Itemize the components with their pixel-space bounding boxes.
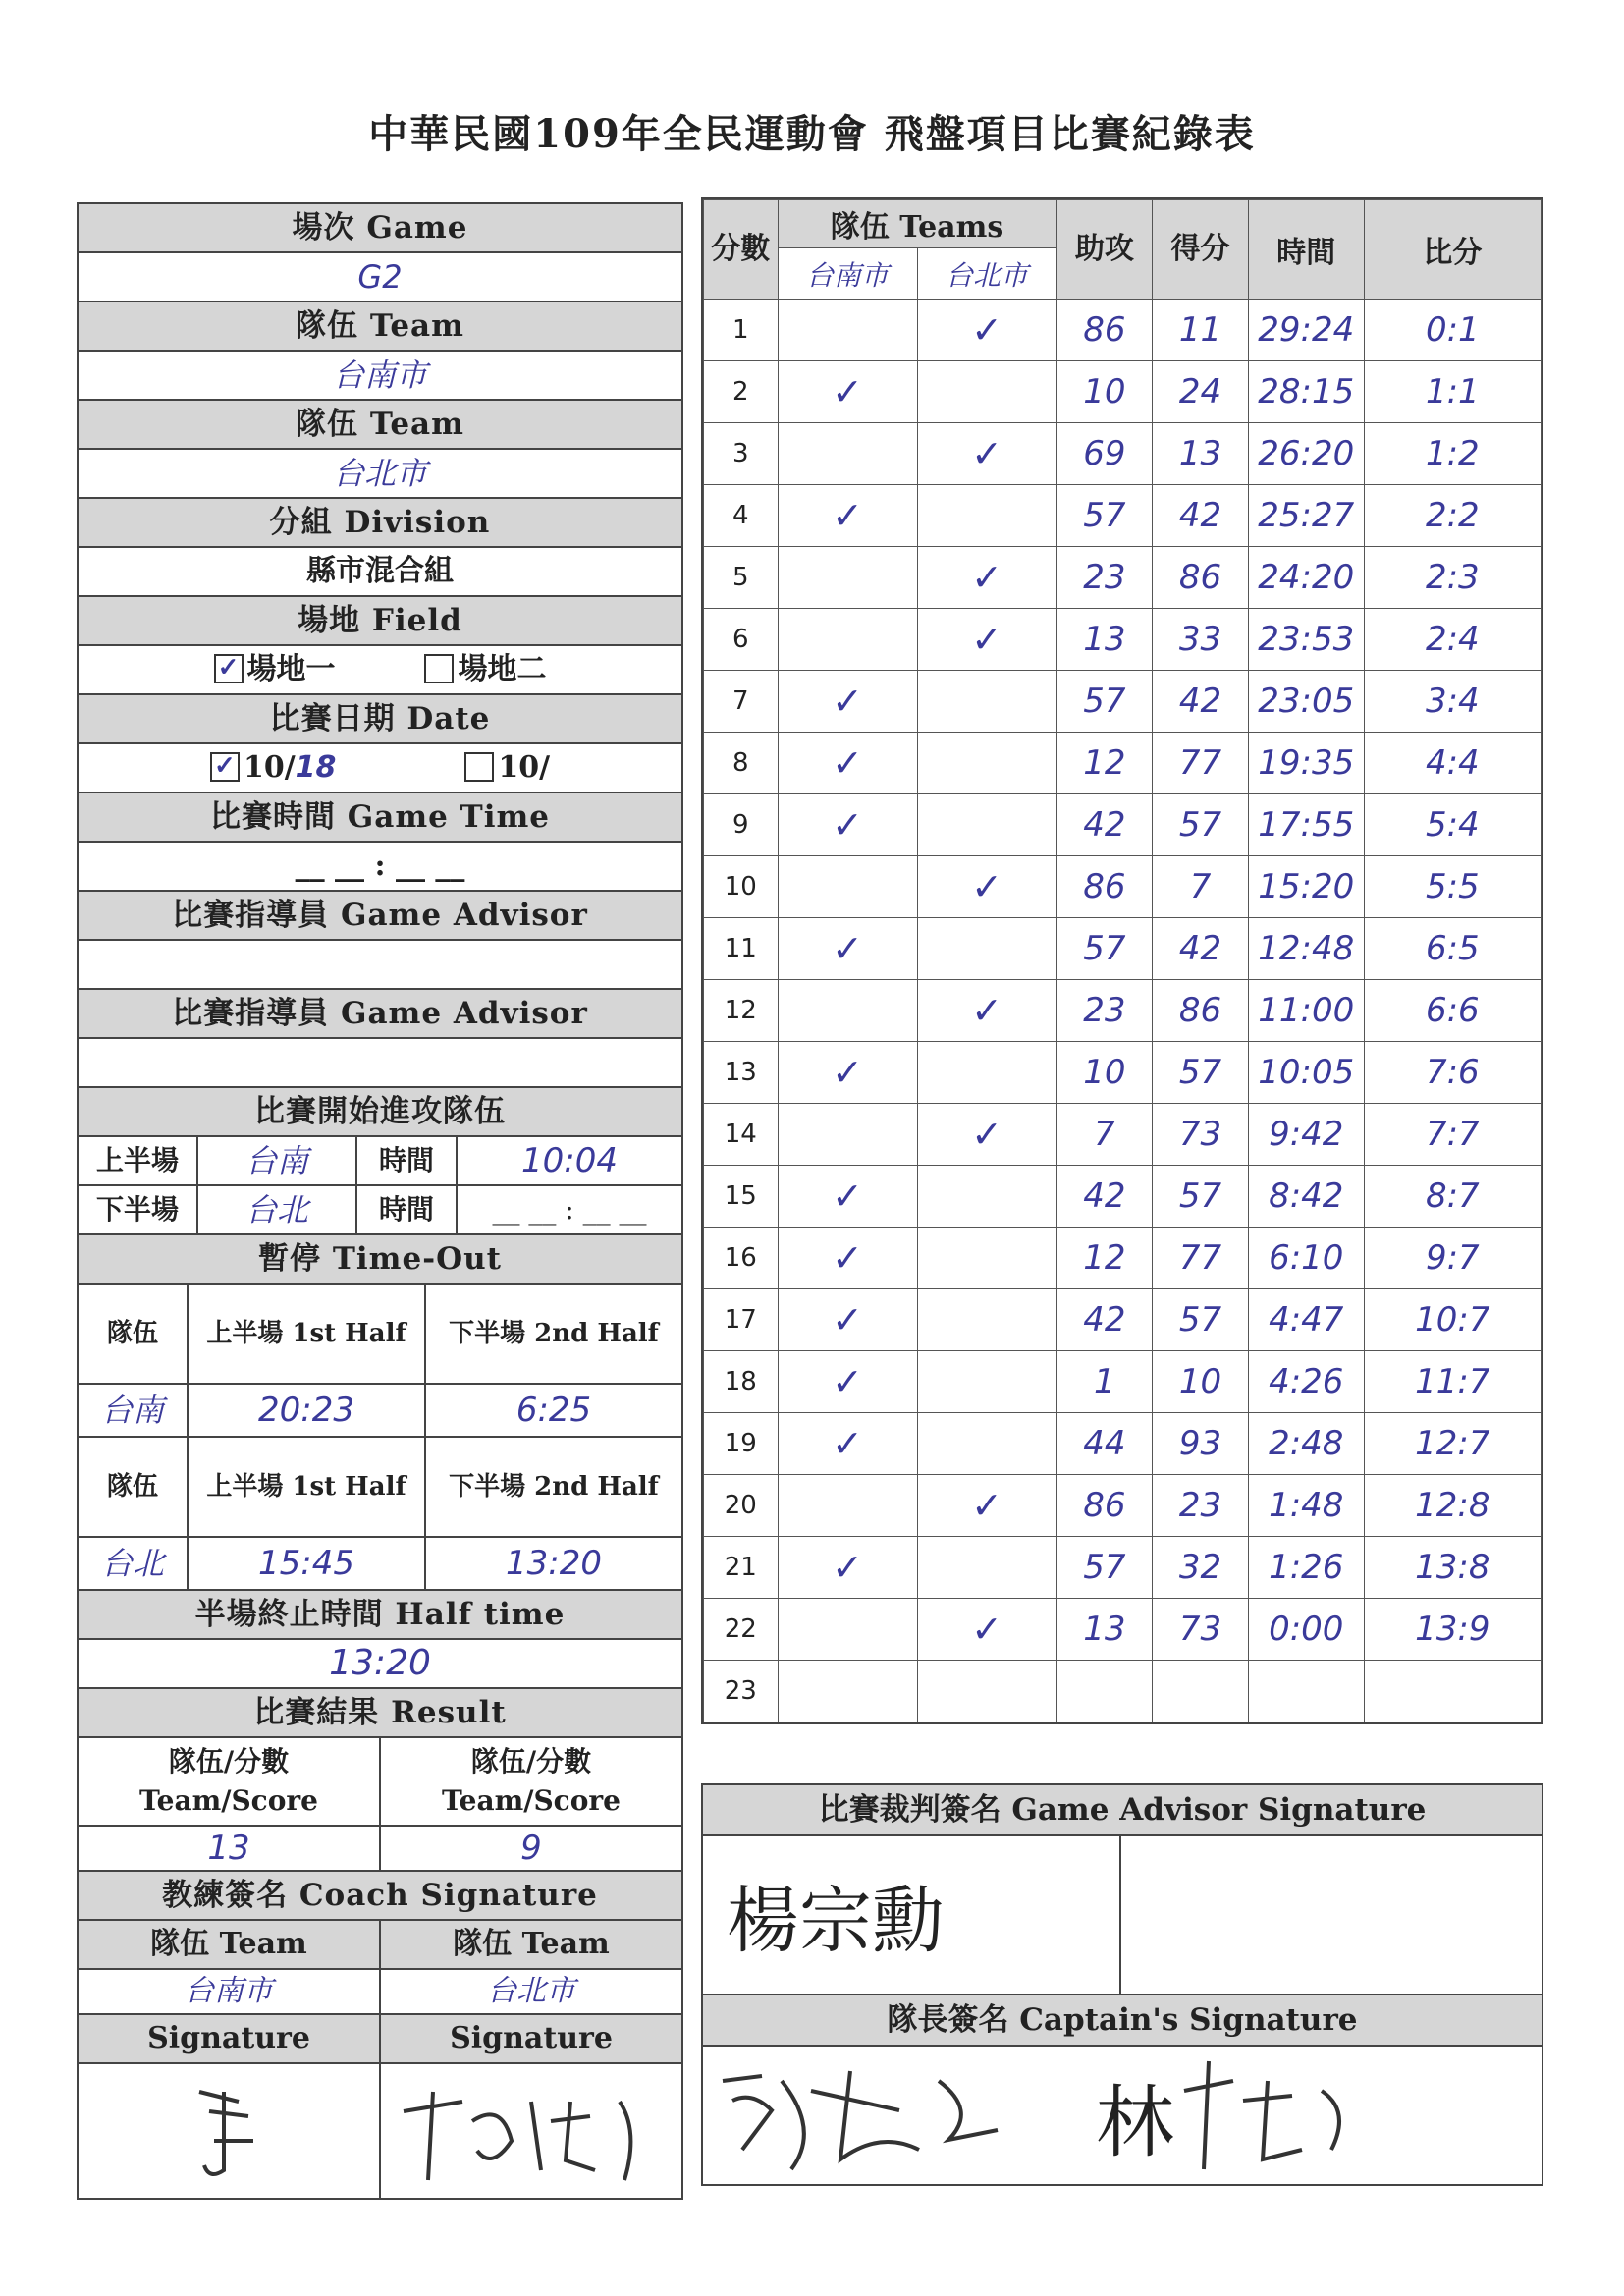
- team-a-check: [778, 547, 917, 609]
- assist-number: 57: [1056, 1537, 1153, 1599]
- team-a-check: [778, 1661, 917, 1722]
- timeout-header-1: [79, 1285, 681, 1385]
- assist-number: 57: [1056, 485, 1153, 547]
- running-score: 10:7: [1364, 1289, 1541, 1351]
- point-time: 23:05: [1248, 671, 1364, 733]
- scorer-number: 57: [1153, 794, 1249, 856]
- score-row: [704, 1661, 1542, 1722]
- row-number: 21: [704, 1537, 779, 1599]
- running-score: 1:2: [1364, 423, 1541, 485]
- point-time: 17:55: [1248, 794, 1364, 856]
- signature-scribble-2: [384, 2072, 678, 2190]
- to1-h1: 20:23: [189, 1385, 426, 1436]
- division-value: 縣市混合組: [79, 548, 681, 597]
- assist-number: 42: [1056, 794, 1153, 856]
- scorer-number: 57: [1153, 1166, 1249, 1228]
- assist-number: 86: [1056, 300, 1153, 361]
- coach-team-header: [79, 1921, 681, 1970]
- team-a-check: ✓: [778, 1228, 917, 1289]
- running-score: 3:4: [1364, 671, 1541, 733]
- point-time: 15:20: [1248, 856, 1364, 918]
- team-b-check: [917, 1351, 1056, 1413]
- team-a-check: [778, 980, 917, 1042]
- team-a-check: [778, 423, 917, 485]
- team-b-check: ✓: [917, 1104, 1056, 1166]
- team-b-check: [917, 1042, 1056, 1104]
- to2-h2: 13:20: [506, 1544, 602, 1583]
- col-team-b: 台北市: [917, 248, 1056, 300]
- row-number: 6: [704, 609, 779, 671]
- date2-checkbox[interactable]: [464, 752, 494, 782]
- assist-number: 44: [1056, 1413, 1153, 1475]
- scorer-number: 42: [1153, 918, 1249, 980]
- to2-team-col: 隊伍: [79, 1438, 189, 1536]
- point-time: 11:00: [1248, 980, 1364, 1042]
- scorer-number: 93: [1153, 1413, 1249, 1475]
- team-a-check: [778, 609, 917, 671]
- team1-value: 台南市: [79, 352, 681, 401]
- score-row: [704, 485, 1542, 547]
- date-options: [79, 744, 681, 793]
- game-label: 場次 Game: [79, 204, 681, 253]
- running-score: 2:3: [1364, 547, 1541, 609]
- coach-team2: 台北市: [487, 1974, 575, 2008]
- team-a-check: ✓: [778, 361, 917, 423]
- coach-signatures: [79, 2064, 681, 2200]
- running-score: 0:1: [1364, 300, 1541, 361]
- start-team-label: 比賽開始進攻隊伍: [79, 1088, 681, 1137]
- team2-label: 隊伍 Team: [79, 401, 681, 450]
- team-a-check: ✓: [778, 1166, 917, 1228]
- coach-team-values: [79, 1970, 681, 2015]
- assist-number: 69: [1056, 423, 1153, 485]
- scorer-number: 73: [1153, 1104, 1249, 1166]
- coach-signature-1: [79, 2064, 381, 2198]
- running-score: 7:6: [1364, 1042, 1541, 1104]
- team-a-check: ✓: [778, 794, 917, 856]
- team-b-check: [917, 794, 1056, 856]
- to1-team: 台南: [79, 1385, 189, 1436]
- second-half-label: 下半場: [79, 1186, 198, 1233]
- scorer-number: 13: [1153, 423, 1249, 485]
- scorer-number: 7: [1153, 856, 1249, 918]
- advisor1-value: [79, 941, 681, 990]
- team-b-check: ✓: [917, 547, 1056, 609]
- team-b-check: ✓: [917, 856, 1056, 918]
- team-b-check: [917, 1228, 1056, 1289]
- running-score: 5:4: [1364, 794, 1541, 856]
- coach-signature-2: [381, 2064, 681, 2198]
- running-score: 5:5: [1364, 856, 1541, 918]
- team-a-check: ✓: [778, 1537, 917, 1599]
- point-time: 4:26: [1248, 1351, 1364, 1413]
- row-number: 20: [704, 1475, 779, 1537]
- advisor2-label: 比賽指導員 Game Advisor: [79, 990, 681, 1039]
- score-row: [704, 1599, 1542, 1661]
- field2-checkbox[interactable]: [424, 654, 454, 683]
- row-number: 3: [704, 423, 779, 485]
- scorer-number: 23: [1153, 1475, 1249, 1537]
- point-time: 1:48: [1248, 1475, 1364, 1537]
- row-number: 1: [704, 300, 779, 361]
- score-row: [704, 671, 1542, 733]
- running-score: [1364, 1661, 1541, 1722]
- col-time: 時間: [1248, 200, 1364, 300]
- score-row: [704, 609, 1542, 671]
- game-info-panel: [77, 202, 683, 2200]
- assist-number: 12: [1056, 1228, 1153, 1289]
- team-b-check: ✓: [917, 1475, 1056, 1537]
- assist-number: 10: [1056, 361, 1153, 423]
- team-b-check: ✓: [917, 980, 1056, 1042]
- second-half-time: __ __ : __ __: [492, 1193, 647, 1226]
- score-row: [704, 1104, 1542, 1166]
- coach-sig-label-1: Signature: [79, 2015, 381, 2062]
- score-row: [704, 1413, 1542, 1475]
- gametime-value: __ __ : __ __: [79, 843, 681, 892]
- captain-signature: 林: [1096, 2076, 1174, 2168]
- advisor-signature-label: 比賽裁判簽名 Game Advisor Signature: [703, 1785, 1542, 1836]
- scorer-number: 57: [1153, 1042, 1249, 1104]
- point-time: 25:27: [1248, 485, 1364, 547]
- division-label: 分組 Division: [79, 499, 681, 548]
- row-number: 23: [704, 1661, 779, 1722]
- field-label: 場地 Field: [79, 597, 681, 646]
- team2-value: 台北市: [79, 450, 681, 499]
- point-time: 23:53: [1248, 609, 1364, 671]
- halftime-label: 半場終止時間 Half time: [79, 1591, 681, 1640]
- team-b-check: [917, 1537, 1056, 1599]
- result-score2: 9: [520, 1829, 542, 1868]
- point-time: 8:42: [1248, 1166, 1364, 1228]
- point-time: 10:05: [1248, 1042, 1364, 1104]
- score-row: [704, 1475, 1542, 1537]
- scorer-number: 32: [1153, 1537, 1249, 1599]
- col-score: 得分: [1153, 200, 1249, 300]
- scorer-number: 10: [1153, 1351, 1249, 1413]
- first-half-team: 台南: [198, 1137, 357, 1184]
- running-score: 12:8: [1364, 1475, 1541, 1537]
- row-number: 15: [704, 1166, 779, 1228]
- advisor1-label: 比賽指導員 Game Advisor: [79, 892, 681, 941]
- to1-h1-col: 上半場 1st Half: [189, 1285, 426, 1383]
- score-row: [704, 1042, 1542, 1104]
- assist-number: 86: [1056, 856, 1153, 918]
- team-a-check: ✓: [778, 1042, 917, 1104]
- score-row: [704, 733, 1542, 794]
- result-header: [79, 1738, 681, 1827]
- coach-team-label-1: 隊伍 Team: [79, 1921, 381, 1968]
- scorer-number: 86: [1153, 980, 1249, 1042]
- team-a-check: ✓: [778, 1289, 917, 1351]
- team-b-check: [917, 671, 1056, 733]
- running-score: 2:4: [1364, 609, 1541, 671]
- team-a-check: ✓: [778, 918, 917, 980]
- scorer-number: 24: [1153, 361, 1249, 423]
- running-score: 7:7: [1364, 1104, 1541, 1166]
- running-score: 13:8: [1364, 1537, 1541, 1599]
- halftime-value: 13:20: [79, 1640, 681, 1689]
- row-number: 16: [704, 1228, 779, 1289]
- scorer-number: 77: [1153, 1228, 1249, 1289]
- point-time: 29:24: [1248, 300, 1364, 361]
- team1-label: 隊伍 Team: [79, 302, 681, 352]
- running-score: 8:7: [1364, 1166, 1541, 1228]
- second-half-row: [79, 1186, 681, 1235]
- team-b-check: [917, 485, 1056, 547]
- scorer-number: 11: [1153, 300, 1249, 361]
- result-col2: 隊伍/分數 Team/Score: [442, 1745, 621, 1817]
- first-half-label: 上半場: [79, 1137, 198, 1184]
- captain-signature-label: 隊長簽名 Captain's Signature: [703, 1995, 1542, 2047]
- running-score: 6:6: [1364, 980, 1541, 1042]
- field1-label: 場地一: [246, 652, 336, 686]
- score-log-panel: [701, 197, 1543, 1724]
- team-b-check: [917, 1166, 1056, 1228]
- score-row: [704, 1289, 1542, 1351]
- date1-hand: 18: [295, 750, 337, 785]
- row-number: 2: [704, 361, 779, 423]
- to2-h1: 15:45: [189, 1538, 426, 1589]
- coach-team-label-2: 隊伍 Team: [453, 1927, 610, 1961]
- point-time: 2:48: [1248, 1413, 1364, 1475]
- field-options: [79, 646, 681, 695]
- team-a-check: ✓: [778, 1413, 917, 1475]
- assist-number: 57: [1056, 918, 1153, 980]
- to2-h2-col: 下半場 2nd Half: [449, 1472, 659, 1502]
- assist-number: 57: [1056, 671, 1153, 733]
- advisor-signature: 楊宗勳: [703, 1836, 1121, 1994]
- running-score: 9:7: [1364, 1228, 1541, 1289]
- second-half-team: 台北: [198, 1186, 357, 1233]
- timeout-row-1: [79, 1385, 681, 1438]
- coach-sig-header: [79, 2015, 681, 2064]
- score-row: [704, 300, 1542, 361]
- scorer-number: 73: [1153, 1599, 1249, 1661]
- date1-checkbox[interactable]: ✓: [210, 752, 240, 782]
- team-a-check: ✓: [778, 733, 917, 794]
- captain-signature-scribble-2: [1174, 2051, 1371, 2179]
- running-score: 12:7: [1364, 1413, 1541, 1475]
- team-a-check: ✓: [778, 671, 917, 733]
- result-label: 比賽結果 Result: [79, 1689, 681, 1738]
- team-a-check: [778, 1104, 917, 1166]
- to1-h2-col: 下半場 2nd Half: [449, 1319, 659, 1348]
- score-row: [704, 1537, 1542, 1599]
- score-row: [704, 423, 1542, 485]
- row-number: 12: [704, 980, 779, 1042]
- team-a-check: ✓: [778, 485, 917, 547]
- timeout-row-2: [79, 1538, 681, 1591]
- coach-team1: 台南市: [79, 1970, 381, 2013]
- col-assist: 助攻: [1056, 200, 1153, 300]
- point-time: [1248, 1661, 1364, 1722]
- score-row: [704, 1228, 1542, 1289]
- advisor2-value: [79, 1039, 681, 1088]
- first-half-row: [79, 1137, 681, 1186]
- team-b-check: [917, 1413, 1056, 1475]
- row-number: 7: [704, 671, 779, 733]
- running-score: 6:5: [1364, 918, 1541, 980]
- first-half-time-label: 時間: [357, 1137, 458, 1184]
- col-no: 分數: [704, 200, 779, 300]
- point-time: 9:42: [1248, 1104, 1364, 1166]
- assist-number: [1056, 1661, 1153, 1722]
- score-row: [704, 361, 1542, 423]
- row-number: 17: [704, 1289, 779, 1351]
- first-half-time: 10:04: [521, 1141, 618, 1180]
- assist-number: 7: [1056, 1104, 1153, 1166]
- timeout-label: 暫停 Time-Out: [79, 1235, 681, 1285]
- advisor-signature-panel: [701, 1783, 1543, 1995]
- assist-number: 42: [1056, 1289, 1153, 1351]
- signature-scribble-1: [170, 2072, 288, 2190]
- team-b-check: ✓: [917, 609, 1056, 671]
- team-a-check: [778, 1475, 917, 1537]
- captain-signature-scribble-1: [703, 2051, 1037, 2179]
- score-row: [704, 918, 1542, 980]
- point-time: 28:15: [1248, 361, 1364, 423]
- team-b-check: [917, 1289, 1056, 1351]
- assist-number: 10: [1056, 1042, 1153, 1104]
- field2-label: 場地二: [458, 652, 547, 686]
- col-result: 比分: [1364, 200, 1541, 300]
- assist-number: 86: [1056, 1475, 1153, 1537]
- scorer-number: [1153, 1661, 1249, 1722]
- field1-checkbox[interactable]: ✓: [214, 654, 244, 683]
- timeout-header-2: [79, 1438, 681, 1538]
- team-a-check: [778, 1599, 917, 1661]
- score-row: [704, 794, 1542, 856]
- scorer-number: 42: [1153, 671, 1249, 733]
- score-row: [704, 1166, 1542, 1228]
- scorer-number: 42: [1153, 485, 1249, 547]
- result-score1: 13: [79, 1827, 381, 1870]
- gametime-label: 比賽時間 Game Time: [79, 793, 681, 843]
- point-time: 4:47: [1248, 1289, 1364, 1351]
- page-title: 中華民國109年全民運動會 飛盤項目比賽紀錄表: [368, 111, 1256, 157]
- point-time: 12:48: [1248, 918, 1364, 980]
- point-time: 6:10: [1248, 1228, 1364, 1289]
- team-b-check: [917, 918, 1056, 980]
- score-row: [704, 856, 1542, 918]
- row-number: 10: [704, 856, 779, 918]
- assist-number: 42: [1056, 1166, 1153, 1228]
- assist-number: 13: [1056, 1599, 1153, 1661]
- running-score: 4:4: [1364, 733, 1541, 794]
- to1-team-col: 隊伍: [79, 1285, 189, 1383]
- team-b-check: ✓: [917, 423, 1056, 485]
- team-a-check: [778, 856, 917, 918]
- scorer-number: 86: [1153, 547, 1249, 609]
- row-number: 22: [704, 1599, 779, 1661]
- running-score: 2:2: [1364, 485, 1541, 547]
- team-a-check: ✓: [778, 1351, 917, 1413]
- assist-number: 1: [1056, 1351, 1153, 1413]
- assist-number: 23: [1056, 547, 1153, 609]
- team-b-check: [917, 733, 1056, 794]
- point-time: 1:26: [1248, 1537, 1364, 1599]
- game-value: G2: [79, 253, 681, 302]
- row-number: 11: [704, 918, 779, 980]
- running-score: 1:1: [1364, 361, 1541, 423]
- coach-label: 教練簽名 Coach Signature: [79, 1872, 681, 1921]
- coach-sig-label-2: Signature: [450, 2021, 613, 2055]
- row-number: 8: [704, 733, 779, 794]
- row-number: 13: [704, 1042, 779, 1104]
- team-b-check: ✓: [917, 1599, 1056, 1661]
- running-score: 13:9: [1364, 1599, 1541, 1661]
- assist-number: 13: [1056, 609, 1153, 671]
- date-label: 比賽日期 Date: [79, 695, 681, 744]
- point-time: 24:20: [1248, 547, 1364, 609]
- score-row: [704, 980, 1542, 1042]
- result-col1: 隊伍/分數 Team/Score: [79, 1738, 381, 1825]
- assist-number: 23: [1056, 980, 1153, 1042]
- row-number: 4: [704, 485, 779, 547]
- scorer-number: 33: [1153, 609, 1249, 671]
- row-number: 14: [704, 1104, 779, 1166]
- captain-signature-panel: [701, 1994, 1543, 2186]
- point-time: 0:00: [1248, 1599, 1364, 1661]
- to1-h2: 6:25: [515, 1391, 592, 1430]
- second-half-time-label: 時間: [357, 1186, 458, 1233]
- row-number: 19: [704, 1413, 779, 1475]
- running-score: 11:7: [1364, 1351, 1541, 1413]
- assist-number: 12: [1056, 733, 1153, 794]
- col-teams: 隊伍 Teams: [778, 200, 1056, 248]
- result-values: [79, 1827, 681, 1872]
- score-row: [704, 1351, 1542, 1413]
- point-time: 19:35: [1248, 733, 1364, 794]
- date1-label: 10/: [243, 750, 296, 785]
- to2-team: 台北: [79, 1538, 189, 1589]
- point-time: 26:20: [1248, 423, 1364, 485]
- col-team-a: 台南市: [778, 248, 917, 300]
- team-b-check: ✓: [917, 300, 1056, 361]
- score-row: [704, 547, 1542, 609]
- score-log-table: [703, 199, 1542, 1722]
- to2-h1-col: 上半場 1st Half: [189, 1438, 426, 1536]
- row-number: 5: [704, 547, 779, 609]
- date2-label: 10/: [498, 750, 551, 785]
- team-a-check: [778, 300, 917, 361]
- scorer-number: 57: [1153, 1289, 1249, 1351]
- team-b-check: [917, 361, 1056, 423]
- team-b-check: [917, 1661, 1056, 1722]
- scorer-number: 77: [1153, 733, 1249, 794]
- row-number: 9: [704, 794, 779, 856]
- row-number: 18: [704, 1351, 779, 1413]
